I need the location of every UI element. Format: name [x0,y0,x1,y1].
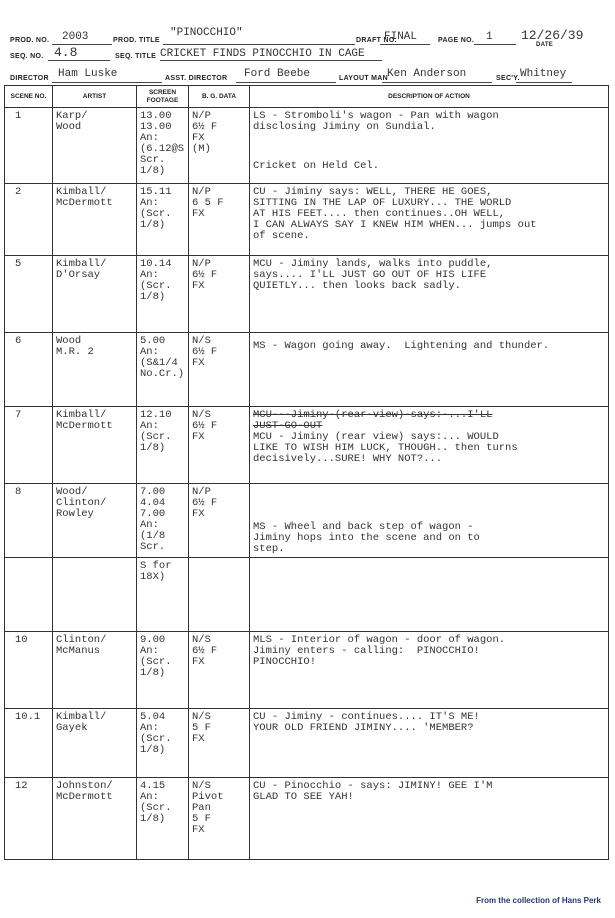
seq-no: 4.8 [54,45,78,60]
description: CU - Pinocchio - says: JIMINY! GEE I'M GLAD TO SEE YAH! [250,778,609,860]
draft-no-label: DRAFT NO. [356,37,397,44]
scene-no: 10.1 [5,709,53,778]
scene-no: 6 [5,333,53,407]
prod-no: 2003 [62,31,89,43]
artist: Clinton/ McManus [53,632,137,709]
table-header-row [5,86,609,108]
secy: Whitney [520,68,567,80]
table-row [5,709,609,778]
footage: 13.00 13.00 An: (6.12@S Scr. 1/8) [137,108,189,184]
director-label: DIRECTOR [10,75,49,82]
layout-man-label: LAYOUT MAN [339,75,389,82]
description: MCU---Jiminy-(rear-view)-says:-...I'LL JUST-GO-OUT MCU - Jiminy (rear view) says:... WOULD LIKE TO WISH HIM LUCK, THOUGH.. then turns decisively...SURE! WHY NOT?... [250,407,609,484]
col-artist: ARTIST [53,86,137,108]
footage: 12.10 An: (Scr. 1/8) [137,407,189,484]
prod-title: "PINOCCHIO" [170,27,243,39]
footage: 4.15 An: (Scr. 1/8) [137,778,189,860]
col-bg-data: B. G. DATA [189,86,250,108]
bg-data: N/S Pivot Pan 5 F FX [189,778,250,860]
artist: Wood/ Clinton/ Rowley [53,484,137,558]
collection-credit: From the collection of Hans Perk [476,896,601,905]
scene-no: 7 [5,407,53,484]
table-row [5,558,609,632]
bg-data: N/S 6½ F FX [189,333,250,407]
table-row [5,333,609,407]
artist: Kimball/ McDermott [53,407,137,484]
bg-data: N/P 6 5 F FX [189,184,250,256]
scene-no: 8 [5,484,53,558]
artist: Kimball/ Gayek [53,709,137,778]
prod-no-label: PROD. NO. [10,37,50,44]
col-footage: SCREEN FOOTAGE [137,86,189,108]
layout-man: Ken Anderson [387,68,467,80]
bg-data: N/S 6½ F FX [189,407,250,484]
director: Ham Luske [58,68,118,80]
scene-no: 5 [5,256,53,333]
scene-no: 2 [5,184,53,256]
bg-data: N/S 6½ F FX [189,632,250,709]
table-row [5,407,609,484]
artist: Wood M.R. 2 [53,333,137,407]
bg-data [189,558,250,632]
asst-director-label: ASST. DIRECTOR [165,75,228,82]
description: MLS - Interior of wagon - door of wagon. Jiminy enters - calling: PINOCCHIO! PINOCCHIO! [250,632,609,709]
draft-no: FINAL [384,31,418,43]
footage: 5.00 An: (S&1/4 No.Cr.) [137,333,189,407]
asst-director: Ford Beebe [244,68,311,80]
col-description: DESCRIPTION OF ACTION [250,86,609,108]
table-row [5,108,609,184]
scene-no [5,558,53,632]
bg-data: N/P 6½ F FX [189,484,250,558]
footage: 10.14 An: (Scr. 1/8) [137,256,189,333]
description [250,558,609,632]
date-label: DATE [536,42,554,48]
scene-no: 10 [5,632,53,709]
date: 12/26/39 [521,28,584,43]
footage: 7.00 4.04 7.00 An: (1/8 Scr. [137,484,189,558]
seq-title-label: SEQ. TITLE [115,53,157,60]
artist: Kimball/ McDermott [53,184,137,256]
artist: Johnston/ McDermott [53,778,137,860]
secy-label: SEC'Y. [496,75,520,82]
seq-title: CRICKET FINDS PINOCCHIO IN CAGE [160,48,365,60]
table-row [5,632,609,709]
footage: 15.11 An: (Scr. 1/8) [137,184,189,256]
prod-title-label: PROD. TITLE [113,37,160,44]
artist: Kimball/ D'Orsay [53,256,137,333]
scene-no: 12 [5,778,53,860]
col-scene: SCENE NO. [5,86,53,108]
bg-data: N/P 6½ F FX (M) [189,108,250,184]
seq-no-label: SEQ. NO. [10,53,44,60]
table-row [5,184,609,256]
scene-no: 1 [5,108,53,184]
table-row [5,484,609,558]
artist: Karp/ Wood [53,108,137,184]
artist [53,558,137,632]
action-sheet-table [4,85,609,860]
table-row [5,778,609,860]
description: CU - Jiminy says: WELL, THERE HE GOES, SITTING IN THE LAP OF LUXURY... THE WORLD AT HIS FEET.... then continues..OH WELL, I CAN ALWAYS SAY I KNEW HIM WHEN... jumps out of scene. [250,184,609,256]
page-no: 1 [486,31,493,43]
description: MCU - Jiminy lands, walks into puddle, says.... I'LL JUST GO OUT OF HIS LIFE QUIETLY... then looks back sadly. [250,256,609,333]
footage: 9.00 An: (Scr. 1/8) [137,632,189,709]
header-line-2 [0,46,615,68]
description: LS - Stromboli's wagon - Pan with wagon disclosing Jiminy on Sundial. Cricket on Held Cel. [250,108,609,184]
description: CU - Jiminy - continues.... IT'S ME! YOUR OLD FRIEND JIMINY.... 'MEMBER? [250,709,609,778]
description: MS - Wheel and back step of wagon - Jiminy hops into the scene and on to step. [250,484,609,558]
bg-data: N/S 5 F FX [189,709,250,778]
bg-data: N/P 6½ F FX [189,256,250,333]
footage: S for 18X) [137,558,189,632]
description: MS - Wagon going away. Lightening and thunder. [250,333,609,407]
footage: 5.04 An: (Scr. 1/8) [137,709,189,778]
table-row [5,256,609,333]
page-no-label: PAGE NO. [438,37,475,44]
